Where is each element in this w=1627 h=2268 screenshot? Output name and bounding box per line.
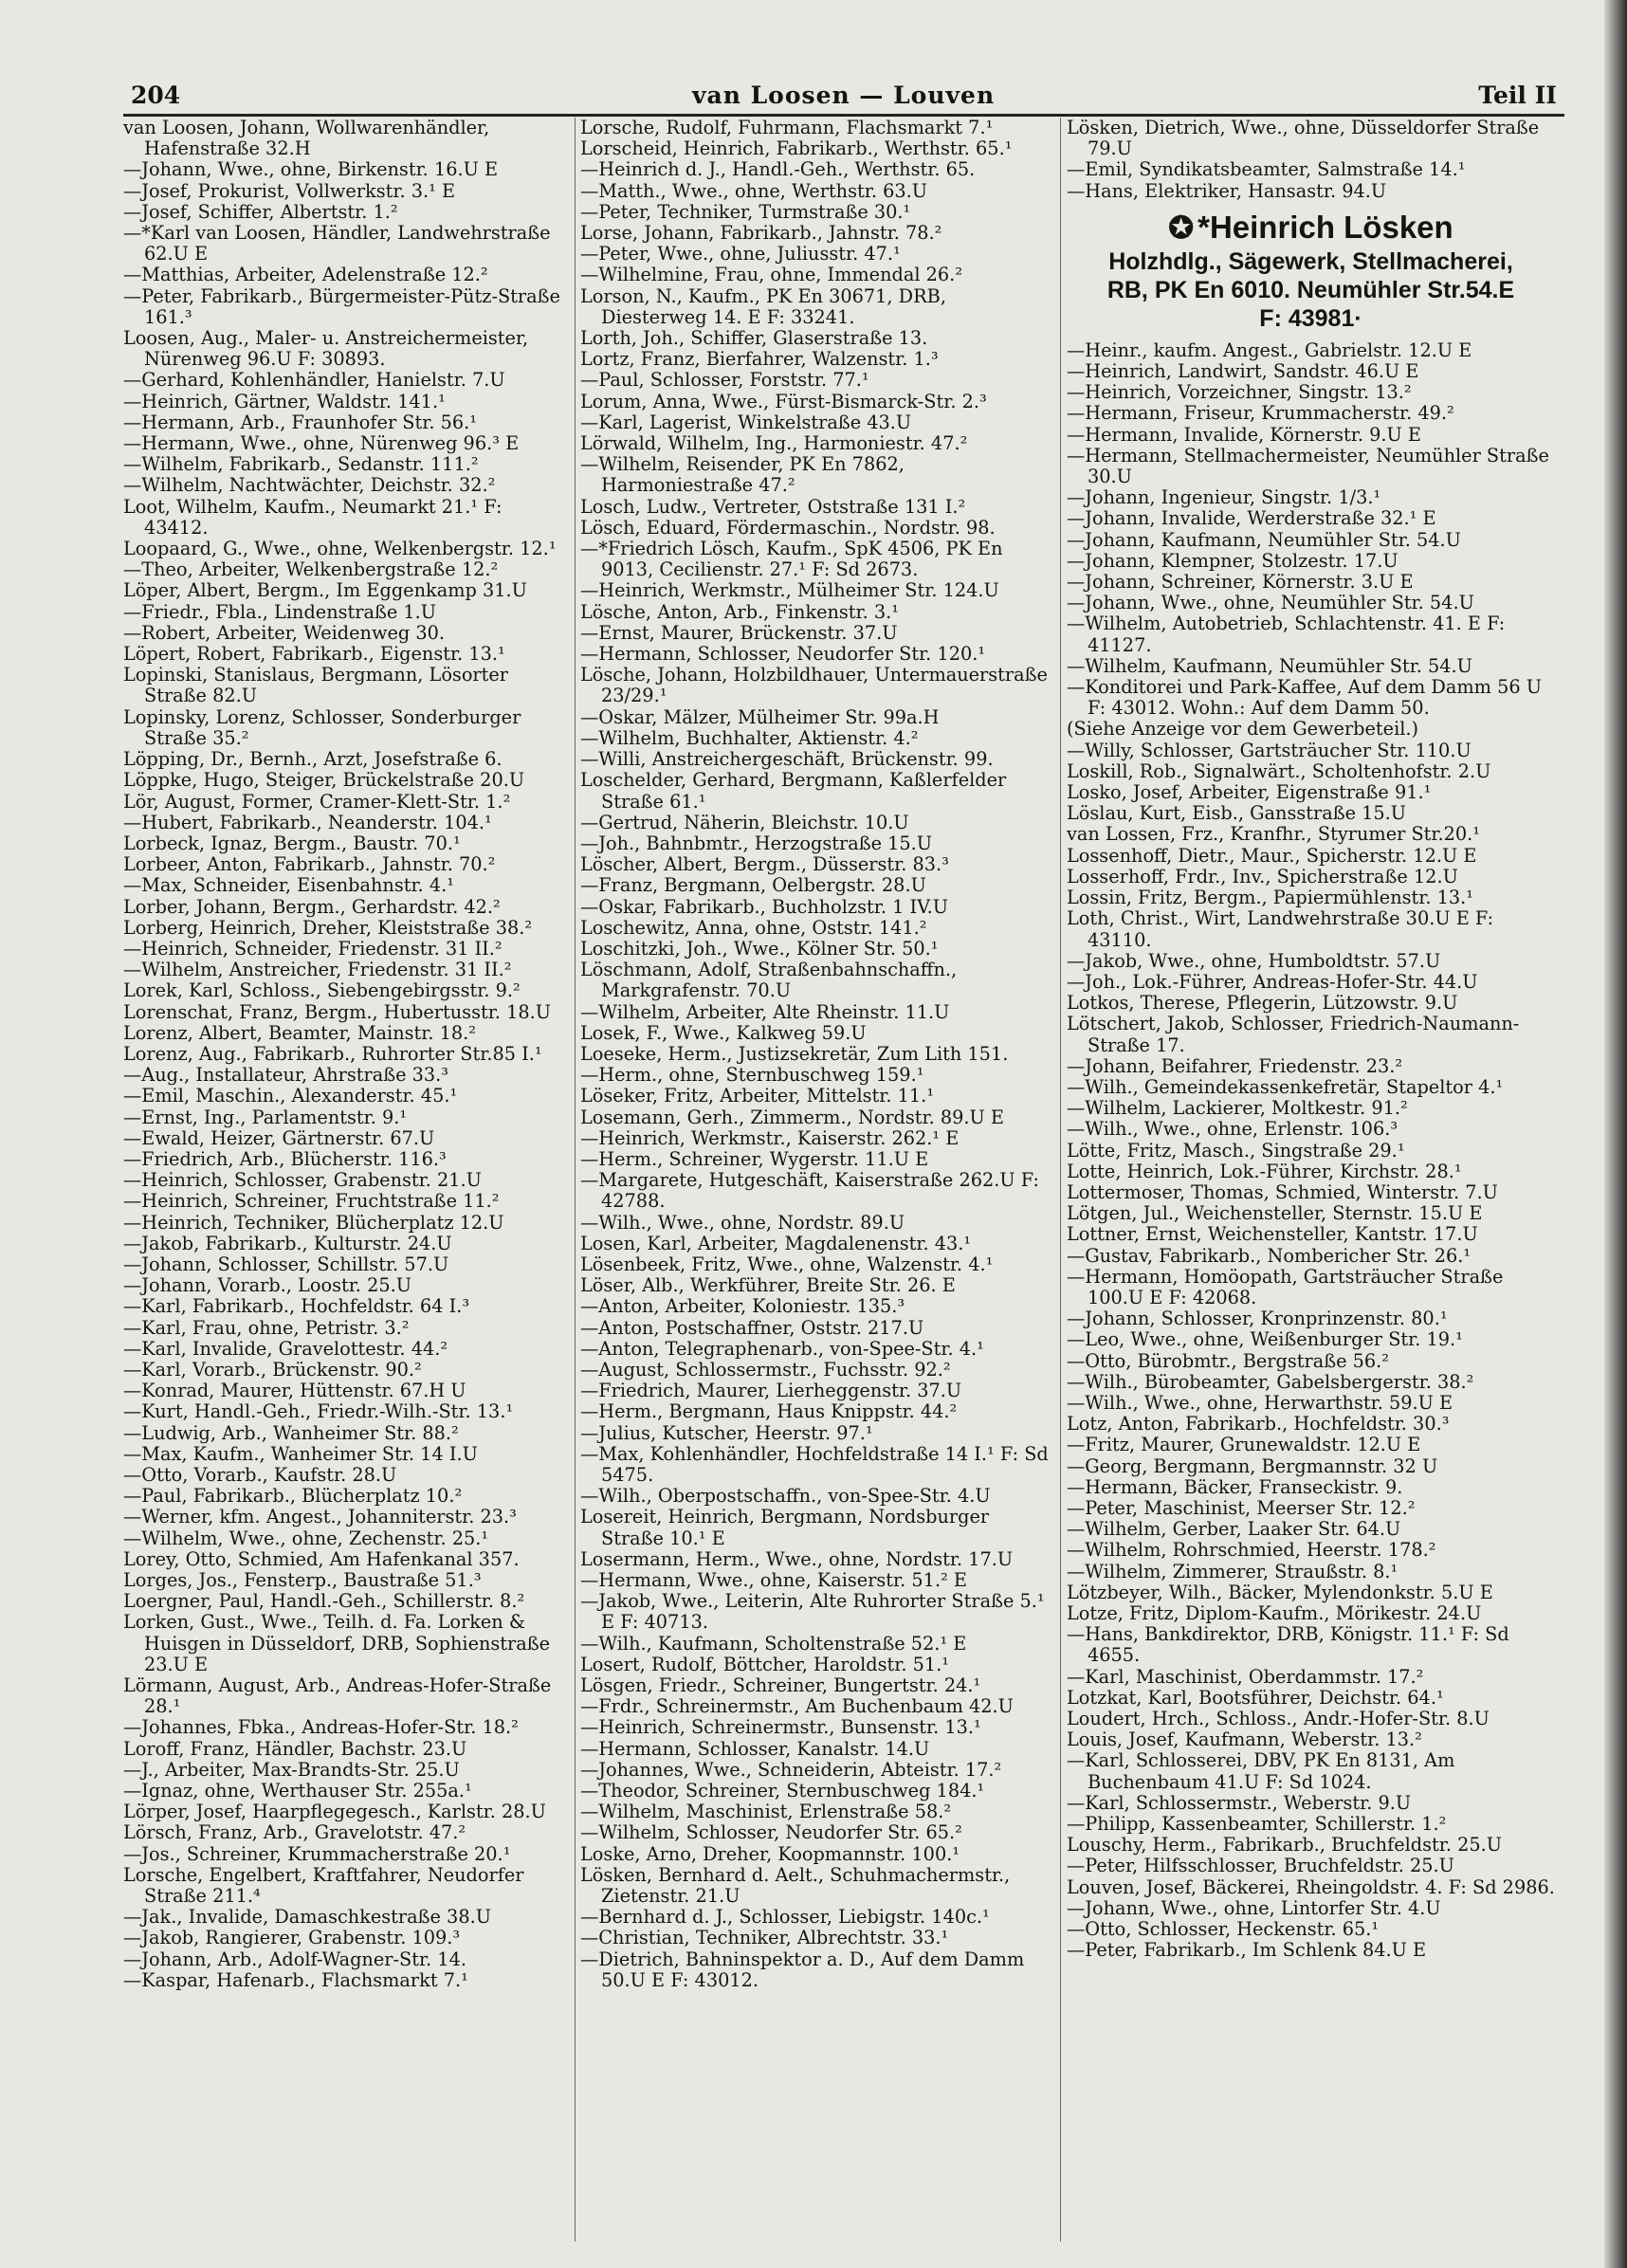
directory-entry: —Heinrich, Landwirt, Sandstr. 46.U E — [1067, 360, 1419, 383]
directory-entry: —Hermann, Schlosser, Neudorfer Str. 120.¹ — [580, 643, 986, 666]
directory-entry: —Johann, Schreiner, Körnerstr. 3.U E — [1067, 571, 1414, 594]
directory-entry: —Emil, Syndikatsbeamter, Salmstraße 14.¹ — [1067, 158, 1466, 181]
directory-entry: —Hermann, Arb., Fraunhofer Str. 56.¹ — [123, 411, 478, 433]
directory-entry: —Heinrich d. J., Handl.-Geh., Werthstr. 65. — [580, 158, 976, 181]
directory-entry: —Robert, Arbeiter, Weidenweg 30. — [123, 621, 446, 644]
directory-entry: Lottermoser, Thomas, Schmied, Winterstr. 7.U — [1067, 1180, 1498, 1203]
directory-entry: Lorsche, Rudolf, Fuhrmann, Flachsmarkt 7.¹ — [580, 118, 994, 138]
directory-entry: —Wilh., Bürobeamter, Gabelsbergerstr. 38.² — [1067, 1370, 1474, 1393]
directory-entry: Losereit, Heinrich, Bergmann, Nordsburger Straße 10.¹ E — [580, 1506, 990, 1549]
directory-entry: Lorbeer, Anton, Fabrikarb., Jahnstr. 70.² — [123, 853, 496, 876]
column-3-top-entries — [1067, 118, 1555, 202]
directory-entry: Löper, Albert, Bergm., Im Eggenkamp 31.U — [123, 579, 527, 602]
directory-entry: —Hans, Bankdirektor, DRB, Königstr. 11.¹ F: Sd 4655. — [1067, 1623, 1509, 1667]
directory-entry: —Wilh., Wwe., ohne, Erlenstr. 106.³ — [1067, 1118, 1398, 1141]
directory-entry: —Oskar, Fabrikarb., Buchholzstr. 1 IV.U — [580, 895, 949, 918]
directory-entry: —Wilhelm, Buchhalter, Aktienstr. 4.² — [580, 726, 919, 749]
directory-entry: —Johann, Invalide, Werderstraße 32.¹ E — [1067, 507, 1436, 530]
directory-entry: —Wilhelm, Wwe., ohne, Zechenstr. 25.¹ — [123, 1527, 489, 1549]
directory-entry: —Hermann, Schlosser, Kanalstr. 14.U — [580, 1737, 930, 1760]
directory-entry: Lotze, Fritz, Diplom-Kaufm., Mörikestr. 24.U — [1067, 1602, 1482, 1624]
directory-entry: —Johann, Ingenieur, Singstr. 1/3.¹ — [1067, 486, 1381, 509]
directory-entry: —Willy, Schlosser, Gartsträucher Str. 110.U — [1067, 739, 1472, 761]
directory-entry: Louven, Josef, Bäckerei, Rheingoldstr. 4. F: Sd 2986. — [1067, 1875, 1555, 1898]
directory-entry: —Frdr., Schreinermstr., Am Buchenbaum 42.U — [580, 1695, 1014, 1718]
directory-entry: —Kurt, Handl.-Geh., Friedr.-Wilh.-Str. 13.¹ — [123, 1400, 514, 1423]
directory-entry: —Werner, kfm. Angest., Johanniterstr. 23.³ — [123, 1506, 517, 1528]
directory-entry: Lopinski, Stanislaus, Bergmann, Lösorter Straße 82.U — [123, 664, 509, 707]
directory-entry: Loth, Christ., Wirt, Landwehrstraße 30.U E F: 43110. — [1067, 907, 1494, 951]
directory-entry: —Hermann, Bäcker, Franseckistr. 9. — [1067, 1475, 1403, 1498]
directory-entry: —Jos., Schreiner, Krummacherstraße 20.¹ — [123, 1842, 511, 1865]
directory-entry: Lotte, Heinrich, Lok.-Führer, Kirchstr. 28.¹ — [1067, 1160, 1462, 1182]
directory-entry: —Karl, Schlosserei, DBV, PK En 8131, Am Buchenbaum 41.U F: Sd 1024. — [1067, 1749, 1455, 1793]
directory-entry: —Ignaz, ohne, Werthauser Str. 255a.¹ — [123, 1780, 472, 1802]
directory-entry: —Herm., Bergmann, Haus Knippstr. 44.² — [580, 1400, 958, 1423]
directory-entry: Losen, Karl, Arbeiter, Magdalenenstr. 43.¹ — [580, 1232, 972, 1254]
part-label: Teil II — [1478, 82, 1557, 109]
directory-entry: —Margarete, Hutgeschäft, Kaiserstraße 262.U F: 42788. — [580, 1169, 1039, 1213]
directory-entry: —Max, Kohlenhändler, Hochfeldstraße 14 I.¹ F: Sd 5475. — [580, 1442, 1049, 1486]
column-3 — [1067, 118, 1555, 2251]
directory-entry: —Georg, Bergmann, Bergmannstr. 32 U — [1067, 1454, 1438, 1477]
directory-entry: —Wilhelm, Nachtwächter, Deichstr. 32.² — [123, 474, 496, 497]
directory-entry: —Jakob, Fabrikarb., Kulturstr. 24.U — [123, 1232, 452, 1254]
directory-entry: Loopaard, G., Wwe., ohne, Welkenbergstr. 12.¹ — [123, 538, 557, 560]
directory-entry: —Wilhelmine, Frau, ohne, Immendal 26.² — [580, 264, 963, 286]
directory-entry: —Josef, Prokurist, Vollwerkstr. 3.¹ E — [123, 179, 456, 202]
directory-entry: —Wilhelm, Lackierer, Moltkestr. 91.² — [1067, 1097, 1408, 1120]
directory-entry: Lösken, Dietrich, Wwe., ohne, Düsseldorfer Straße 79.U — [1067, 118, 1540, 160]
directory-entry: Lötzbeyer, Wilh., Bäcker, Mylendonkstr. 5.U E — [1067, 1581, 1493, 1603]
page-number: 204 — [131, 82, 181, 109]
directory-entry: —Wilhelm, Maschinist, Erlenstraße 58.² — [580, 1801, 952, 1823]
directory-entry: —Gustav, Fabrikarb., Nombericher Str. 26.¹ — [1067, 1244, 1472, 1267]
directory-entry: —Bernhard d. J., Schlosser, Liebigstr. 140c.¹ — [580, 1906, 990, 1929]
directory-entry: Löppke, Hugo, Steiger, Brückelstraße 20.U — [123, 769, 525, 792]
directory-entry: —Gertrud, Näherin, Bleichstr. 10.U — [580, 811, 909, 833]
directory-entry: Löschmann, Adolf, Straßenbahnschaffn., Markgrafenstr. 70.U — [580, 959, 958, 1002]
directory-entry: —Wilhelm, Anstreicher, Friedenstr. 31 II.² — [123, 959, 512, 981]
ad-line-1: Holzhdlg., Sägewerk, Stellmacherei, — [1108, 247, 1513, 275]
page-edge-shadow — [1604, 0, 1627, 2268]
directory-entry: —Leo, Wwe., ohne, Weißenburger Str. 19.¹ — [1067, 1328, 1463, 1351]
directory-entry: —Anton, Arbeiter, Koloniestr. 135.³ — [580, 1295, 905, 1318]
directory-entry: —Anton, Postschaffner, Oststr. 217.U — [580, 1316, 924, 1339]
directory-entry: —Heinrich, Vorzeichner, Singstr. 13.² — [1067, 381, 1412, 404]
directory-entry: Loschelder, Gerhard, Bergmann, Kaßlerfelder Straße 61.¹ — [580, 769, 1007, 813]
directory-entry: —*Karl van Loosen, Händler, Landwehrstraße 62.U E — [123, 222, 551, 265]
directory-entry: Loschewitz, Anna, ohne, Oststr. 141.² — [580, 916, 927, 939]
directory-entry: Lorken, Gust., Wwe., Teilh. d. Fa. Lorken & Huisgen in Düsseldorf, DRB, Sophienstraße 23.U E — [123, 1611, 551, 1675]
directory-entry: —Heinrich, Schneider, Friedenstr. 31 II.² — [123, 937, 503, 960]
directory-entry: Lotkos, Therese, Pflegerin, Lützowstr. 9.U — [1067, 992, 1458, 1015]
directory-entry: —Peter, Fabrikarb., Bürgermeister-Pütz-Straße 161.³ — [123, 284, 560, 328]
directory-entry: —Heinr., kaufm. Angest., Gabrielstr. 12.U E — [1067, 338, 1472, 361]
directory-entry: —Oskar, Mälzer, Mülheimer Str. 99a.H — [580, 705, 940, 728]
directory-entry: Löscher, Albert, Bergm., Düsserstr. 83.³ — [580, 853, 949, 876]
directory-entry: —Theo, Arbeiter, Welkenbergstraße 12.² — [123, 558, 499, 581]
directory-entry: —Willi, Anstreichergeschäft, Brückenstr. 99. — [580, 748, 994, 771]
directory-entry: —Johann, Schlosser, Schillstr. 57.U — [123, 1253, 449, 1275]
directory-entry: —Anton, Telegraphenarb., von-Spee-Str. 4.¹ — [580, 1337, 984, 1360]
directory-entry: (Siehe Anzeige vor dem Gewerbeteil.) — [1067, 718, 1419, 741]
directory-entry: Lörmann, August, Arb., Andreas-Hofer-Straße 28.¹ — [123, 1674, 552, 1718]
directory-entry: —Johann, Wwe., ohne, Birkenstr. 16.U E — [123, 158, 499, 181]
directory-entry: Löseker, Fritz, Arbeiter, Mittelstr. 11.¹ — [580, 1085, 935, 1107]
directory-entry: Lötte, Fritz, Masch., Singstraße 29.¹ — [1067, 1139, 1405, 1161]
directory-entry: —Hermann, Stellmachermeister, Neumühler Straße 30.U — [1067, 444, 1549, 488]
directory-entry: —Matth., Wwe., ohne, Werthstr. 63.U — [580, 179, 928, 202]
directory-entry: Losemann, Gerh., Zimmerm., Nordstr. 89.U E — [580, 1106, 1005, 1128]
directory-entry: —Hermann, Homöopath, Gartsträucher Straße 100.U E F: 42068. — [1067, 1265, 1504, 1308]
directory-entry: —Jakob, Wwe., ohne, Humboldtstr. 57.U — [1067, 949, 1441, 972]
directory-entry: —Wilhelm, Fabrikarb., Sedanstr. 111.² — [123, 453, 479, 476]
directory-entry: —Wilhelm, Gerber, Laaker Str. 64.U — [1067, 1518, 1401, 1541]
directory-entry: —Heinrich, Schreiner, Fruchtstraße 11.² — [123, 1190, 500, 1213]
directory-entry: —Karl, Frau, ohne, Petristr. 3.² — [123, 1316, 410, 1339]
directory-entry: —Christian, Techniker, Albrechtstr. 33.¹ — [580, 1927, 949, 1949]
ad-line-3: F: 43981· — [1259, 304, 1362, 332]
directory-entry: —Aug., Installateur, Ahrstraße 33.³ — [123, 1064, 449, 1087]
directory-entry: —Peter, Maschinist, Meerser Str. 12.² — [1067, 1496, 1416, 1519]
directory-entry: —Ernst, Ing., Parlamentstr. 9.¹ — [123, 1106, 408, 1128]
directory-entry: —Hans, Elektriker, Hansastr. 94.U — [1067, 179, 1387, 202]
directory-entry: Loot, Wilhelm, Kaufm., Neumarkt 21.¹ F: 43412. — [123, 495, 503, 539]
column-3-bottom-entries — [1067, 340, 1555, 1962]
directory-entry: —Theodor, Schreiner, Sternbuschweg 184.¹ — [580, 1780, 985, 1802]
directory-entry: Lösenbeek, Fritz, Wwe., ohne, Walzenstr. 4.¹ — [580, 1253, 994, 1275]
directory-entry: —Konditorei und Park-Kaffee, Auf dem Damm 56 U F: 43012. Wohn.: Auf dem Damm 50. — [1067, 676, 1542, 720]
directory-entry: —Johann, Wwe., ohne, Lintorfer Str. 4.U — [1067, 1896, 1441, 1919]
directory-entry: —Heinrich, Gärtner, Waldstr. 141.¹ — [123, 390, 446, 412]
directory-entry: —Johannes, Fbka., Andreas-Hofer-Str. 18.² — [123, 1716, 519, 1739]
directory-entry: —Jak., Invalide, Damaschkestraße 38.U — [123, 1906, 491, 1929]
directory-entry: Lorse, Johann, Fabrikarb., Jahnstr. 78.² — [580, 222, 942, 245]
ad-line-2: RB, PK En 6010. Neumühler Str.54.E — [1106, 276, 1515, 303]
directory-entry: Lotzkat, Karl, Bootsführer, Deichstr. 64.¹ — [1067, 1686, 1444, 1709]
directory-entry: Lorenschat, Franz, Bergm., Hubertusstr. 18.U — [123, 1000, 551, 1023]
directory-entry: —Wilhelm, Reisender, PK En 7862, Harmoniestraße 47.² — [580, 453, 905, 497]
directory-entry: —Fritz, Maurer, Grunewaldstr. 12.U E — [1067, 1434, 1421, 1456]
directory-entry: —Franz, Bergmann, Oelbergstr. 28.U — [580, 874, 926, 897]
directory-entry: Lorum, Anna, Wwe., Fürst-Bismarck-Str. 2.³ — [580, 390, 987, 412]
directory-entry: —Hermann, Invalide, Körnerstr. 9.U E — [1067, 423, 1421, 446]
directory-entry: —J., Arbeiter, Max-Brandts-Str. 25.U — [123, 1758, 460, 1781]
advertisement — [1067, 208, 1555, 333]
directory-entry: Lorenz, Albert, Beamter, Mainstr. 18.² — [123, 1021, 477, 1044]
directory-entry: —Johann, Kaufmann, Neumühler Str. 54.U — [1067, 528, 1461, 551]
directory-entry: Losek, F., Wwe., Kalkweg 59.U — [580, 1021, 867, 1044]
directory-entry: —Emil, Maschin., Alexanderstr. 45.¹ — [123, 1085, 458, 1107]
directory-entry: —Heinrich, Werkmstr., Kaiserstr. 262.¹ E — [580, 1126, 960, 1149]
directory-entry: —August, Schlossermstr., Fuchsstr. 92.² — [580, 1358, 951, 1381]
directory-entry: —Max, Schneider, Eisenbahnstr. 4.¹ — [123, 874, 454, 897]
directory-entry: Lösche, Johann, Holzbildhauer, Untermauerstraße 23/29.¹ — [580, 664, 1048, 707]
directory-entry: —Johann, Schlosser, Kronprinzenstr. 80.¹ — [1067, 1308, 1448, 1330]
directory-entry: Lorberg, Heinrich, Dreher, Kleiststraße 38.² — [123, 916, 533, 939]
directory-entry: Lorenz, Aug., Fabrikarb., Ruhrorter Str.85 I.¹ — [123, 1042, 542, 1065]
directory-entry: —Gerhard, Kohlenhändler, Hanielstr. 7.U — [123, 369, 505, 392]
directory-entry: van Lossen, Frz., Kranfhr., Styrumer Str.20.¹ — [1067, 823, 1481, 846]
directory-entry: —Ludwig, Arb., Wanheimer Str. 88.² — [123, 1421, 459, 1444]
column-divider — [1060, 118, 1061, 2241]
directory-entry: —Herm., ohne, Sternbuschweg 159.¹ — [580, 1064, 924, 1087]
directory-entry: Losch, Ludw., Vertreter, Oststraße 131 I.² — [580, 495, 966, 518]
directory-entry: Losert, Rudolf, Böttcher, Haroldstr. 51.¹ — [580, 1653, 949, 1675]
directory-entry: Lorsche, Engelbert, Kraftfahrer, Neudorfer Straße 211.⁴ — [123, 1863, 524, 1908]
header-rule — [123, 114, 1564, 117]
directory-entry: Lossenhoff, Dietr., Maur., Spicherstr. 12.U E — [1067, 844, 1477, 867]
directory-entry: —Paul, Schlosser, Forststr. 77.¹ — [580, 369, 869, 392]
directory-entry: Loske, Arno, Dreher, Koopmannstr. 100.¹ — [580, 1842, 960, 1865]
directory-entry: —Joh., Bahnbmtr., Herzogstraße 15.U — [580, 832, 933, 854]
directory-entry: Lörsch, Franz, Arb., Gravelotstr. 47.² — [123, 1821, 466, 1844]
directory-entry: Loschitzki, Joh., Wwe., Kölner Str. 50.¹ — [580, 937, 939, 960]
directory-entry: —Peter, Hilfsschlosser, Bruchfeldstr. 25.U — [1067, 1855, 1454, 1877]
directory-entry: Loudert, Hrch., Schloss., Andr.-Hofer-Str. 8.U — [1067, 1708, 1490, 1730]
directory-entry: —Karl, Vorarb., Brückenstr. 90.² — [123, 1358, 422, 1381]
directory-entry: Lorbeck, Ignaz, Bergm., Baustr. 70.¹ — [123, 832, 461, 854]
directory-entry: Lorber, Johann, Bergm., Gerhardstr. 42.² — [123, 895, 501, 918]
directory-entry: —Wilhelm, Rohrschmied, Heerstr. 178.² — [1067, 1539, 1436, 1562]
directory-entry: —Wilhelm, Zimmerer, Straußstr. 8.¹ — [1067, 1560, 1398, 1582]
star-logo-icon: ✪ — [1168, 210, 1195, 245]
directory-entry: —Paul, Fabrikarb., Blücherplatz 10.² — [123, 1485, 463, 1508]
directory-entry: Lopinsky, Lorenz, Schlosser, Sonderburger Straße 35.² — [123, 705, 521, 749]
directory-entry: —Friedrich, Maurer, Lierheggenstr. 37.U — [580, 1380, 962, 1402]
directory-entry: Lotz, Anton, Fabrikarb., Hochfeldstr. 30.³ — [1067, 1413, 1450, 1436]
directory-entry: Lorth, Joh., Schiffer, Glaserstraße 13. — [580, 327, 928, 350]
directory-entry: Lorges, Jos., Fensterp., Baustraße 51.³ — [123, 1569, 482, 1592]
directory-entry: —Johann, Vorarb., Loostr. 25.U — [123, 1274, 411, 1297]
directory-entry: —Johann, Beifahrer, Friedenstr. 23.² — [1067, 1054, 1403, 1077]
directory-entry: —Karl, Invalide, Gravelottestr. 44.² — [123, 1337, 448, 1360]
directory-entry: —Peter, Fabrikarb., Im Schlenk 84.U E — [1067, 1939, 1427, 1962]
directory-entry: —Hermann, Friseur, Krummacherstr. 49.² — [1067, 402, 1454, 425]
directory-entry: —Hubert, Fabrikarb., Neanderstr. 104.¹ — [123, 811, 492, 833]
directory-entry: van Loosen, Johann, Wollwarenhändler, Hafenstraße 32.H — [123, 118, 490, 160]
directory-entry: —Otto, Schlosser, Heckenstr. 65.¹ — [1067, 1918, 1380, 1941]
directory-entry: Löslau, Kurt, Eisb., Gansstraße 15.U — [1067, 802, 1407, 825]
directory-entry: Louis, Josef, Kaufmann, Weberstr. 13.² — [1067, 1728, 1422, 1751]
directory-entry: —Johannes, Wwe., Schneiderin, Abteistr. 17.² — [580, 1758, 1002, 1781]
running-head: van Loosen — Louven — [692, 82, 996, 109]
directory-entry: —Philipp, Kassenbeamter, Schillerstr. 1.² — [1067, 1813, 1447, 1836]
directory-entry: Lösgen, Friedr., Schreiner, Bungertstr. 24.¹ — [580, 1674, 981, 1697]
directory-entry: —Josef, Schiffer, Albertstr. 1.² — [123, 200, 398, 223]
directory-entry: —Wilhelm, Schlosser, Neudorfer Str. 65.² — [580, 1821, 962, 1844]
directory-entry: —Kaspar, Hafenarb., Flachsmarkt 7.¹ — [123, 1968, 468, 1991]
directory-entry: —Herm., Schreiner, Wygerstr. 11.U E — [580, 1147, 929, 1170]
directory-entry: —Otto, Bürobmtr., Bergstraße 56.² — [1067, 1349, 1390, 1372]
directory-entry: —Max, Kaufm., Wanheimer Str. 14 I.U — [123, 1442, 478, 1465]
directory-entry: Losko, Josef, Arbeiter, Eigenstraße 91.¹ — [1067, 781, 1432, 804]
directory-entry: —Ewald, Heizer, Gärtnerstr. 67.U — [123, 1126, 435, 1149]
directory-entry: Lorey, Otto, Schmied, Am Hafenkanal 357. — [123, 1547, 520, 1570]
directory-entry: —Wilh., Oberpostschaffn., von-Spee-Str. 4.U — [580, 1485, 991, 1508]
directory-entry: —Otto, Vorarb., Kaufstr. 28.U — [123, 1464, 397, 1486]
directory-entry: —Karl, Fabrikarb., Hochfeldstr. 64 I.³ — [123, 1295, 470, 1318]
directory-entry: —Wilh., Kaufmann, Scholtenstraße 52.¹ E — [580, 1632, 967, 1655]
directory-entry: Löpert, Robert, Fabrikarb., Eigenstr. 13.¹ — [123, 643, 505, 666]
directory-entry: Loroff, Franz, Händler, Bachstr. 23.U — [123, 1737, 467, 1760]
directory-entry: —Johann, Klempner, Stolzestr. 17.U — [1067, 549, 1398, 572]
column-2 — [580, 118, 1054, 2251]
directory-entry: Lorscheid, Heinrich, Fabrikarb., Werthstr. 65.¹ — [580, 137, 1013, 160]
directory-entry: Lösch, Eduard, Fördermaschin., Nordstr. 98. — [580, 516, 996, 539]
directory-entry: —Dietrich, Bahninspektor a. D., Auf dem Damm 50.U E F: 43012. — [580, 1948, 1025, 1991]
directory-entry: —Wilhelm, Autobetrieb, Schlachtenstr. 41. E F: 41127. — [1067, 613, 1506, 656]
directory-entry: —Heinrich, Werkmstr., Mülheimer Str. 124.U — [580, 579, 999, 602]
directory-entry: Lortz, Franz, Bierfahrer, Walzenstr. 1.³ — [580, 348, 939, 371]
directory-entry: Losserhoff, Frdr., Inv., Spicherstraße 12.U — [1067, 865, 1458, 887]
directory-entry: —Joh., Lok.-Führer, Andreas-Hofer-Str. 44.U — [1067, 970, 1478, 993]
directory-entry: —Matthias, Arbeiter, Adelenstraße 12.² — [123, 264, 488, 286]
directory-entry: Loeseke, Herm., Justizsekretär, Zum Lith 151. — [580, 1042, 1009, 1065]
directory-entry: —Heinrich, Schreinermstr., Bunsenstr. 13.¹ — [580, 1716, 981, 1739]
directory-entry: Löser, Alb., Werkführer, Breite Str. 26. E — [580, 1274, 956, 1297]
directory-entry: —Karl, Schlossermstr., Weberstr. 9.U — [1067, 1791, 1412, 1814]
directory-entry: —Johann, Arb., Adolf-Wagner-Str. 14. — [123, 1948, 466, 1970]
directory-entry: Loskill, Rob., Signalwärt., Scholtenhofstr. 2.U — [1067, 759, 1491, 782]
column-1 — [123, 118, 569, 2251]
directory-entry: Loosen, Aug., Maler- u. Anstreichermeister, Nürenweg 96.U F: 30893. — [123, 327, 529, 371]
directory-entry: Lörper, Josef, Haarpflegegesch., Karlstr. 28.U — [123, 1801, 546, 1823]
directory-entry: Lorek, Karl, Schloss., Siebengebirgsstr. 9.² — [123, 979, 521, 1002]
directory-entry: —Wilh., Gemeindekassenkefretär, Stapeltor 4.¹ — [1067, 1075, 1504, 1098]
directory-entry: —Heinrich, Techniker, Blücherplatz 12.U — [123, 1211, 504, 1234]
directory-entry: —Johann, Wwe., ohne, Neumühler Str. 54.U — [1067, 592, 1474, 614]
directory-entry: —Konrad, Maurer, Hüttenstr. 67.H U — [123, 1380, 466, 1402]
directory-entry: —*Friedrich Lösch, Kaufm., SpK 4506, PK En 9013, Cecilienstr. 27.¹ F: Sd 2673. — [580, 538, 1003, 581]
directory-entry: —Peter, Wwe., ohne, Juliusstr. 47.¹ — [580, 243, 901, 265]
directory-entry: —Hermann, Wwe., ohne, Kaiserstr. 51.² E — [580, 1569, 968, 1592]
directory-entry: —Karl, Maschinist, Oberdammstr. 17.² — [1067, 1665, 1424, 1688]
directory-entry: Loergner, Paul, Handl.-Geh., Schillerstr. 8.² — [123, 1590, 525, 1613]
directory-entry: Lörwald, Wilhelm, Ing., Harmoniestr. 47.² — [580, 432, 968, 455]
directory-entry: —Ernst, Maurer, Brückenstr. 37.U — [580, 621, 898, 644]
directory-entry: Lötschert, Jakob, Schlosser, Friedrich-Naumann-Straße 17. — [1067, 1013, 1520, 1056]
directory-entry: Lottner, Ernst, Weichensteller, Kantstr. 17.U — [1067, 1223, 1478, 1246]
directory-entry: Losermann, Herm., Wwe., ohne, Nordstr. 17.U — [580, 1547, 1014, 1570]
directory-entry: —Karl, Lagerist, Winkelstraße 43.U — [580, 411, 912, 433]
directory-entry: Lösche, Anton, Arb., Finkenstr. 3.¹ — [580, 600, 900, 623]
directory-entry: Lör, August, Former, Cramer-Klett-Str. 1.² — [123, 790, 511, 813]
directory-entry: —Hermann, Wwe., ohne, Nürenweg 96.³ E — [123, 432, 520, 455]
directory-entry: Löpping, Dr., Bernh., Arzt, Josefstraße 6. — [123, 748, 503, 771]
directory-entry: —Wilh., Wwe., ohne, Nordstr. 89.U — [580, 1211, 905, 1234]
directory-entry: —Jakob, Wwe., Leiterin, Alte Ruhrorter Straße 5.¹ E F: 40713. — [580, 1590, 1045, 1634]
directory-entry: —Jakob, Rangierer, Grabenstr. 109.³ — [123, 1927, 461, 1949]
column-divider — [575, 118, 576, 2241]
directory-entry: —Wilhelm, Kaufmann, Neumühler Str. 54.U — [1067, 654, 1472, 677]
directory-entry: —Friedr., Fbla., Lindenstraße 1.U — [123, 600, 437, 623]
directory-entry: —Wilhelm, Arbeiter, Alte Rheinstr. 11.U — [580, 1000, 950, 1023]
directory-entry: Lösken, Bernhard d. Aelt., Schuhmachermstr., Zietenstr. 21.U — [580, 1863, 1011, 1908]
ad-company-name: *Heinrich Lösken — [1197, 209, 1453, 245]
directory-entry: —Friedrich, Arb., Blücherstr. 116.³ — [123, 1147, 447, 1170]
directory-entry: —Peter, Techniker, Turmstraße 30.¹ — [580, 200, 911, 223]
directory-entry: Louschy, Herm., Fabrikarb., Bruchfeldstr. 25.U — [1067, 1834, 1503, 1856]
directory-entry: Lötgen, Jul., Weichensteller, Sternstr. 15.U E — [1067, 1202, 1483, 1225]
directory-entry: —Heinrich, Schlosser, Grabenstr. 21.U — [123, 1169, 482, 1192]
directory-entry: Lossin, Fritz, Bergm., Papiermühlenstr. 13.¹ — [1067, 887, 1474, 909]
directory-entry: —Wilh., Wwe., ohne, Herwarthstr. 59.U E — [1067, 1391, 1453, 1414]
directory-entry: —Julius, Kutscher, Heerstr. 97.¹ — [580, 1421, 873, 1444]
directory-entry: Lorson, N., Kaufm., PK En 30671, DRB, Diesterweg 14. E F: 33241. — [580, 284, 946, 328]
